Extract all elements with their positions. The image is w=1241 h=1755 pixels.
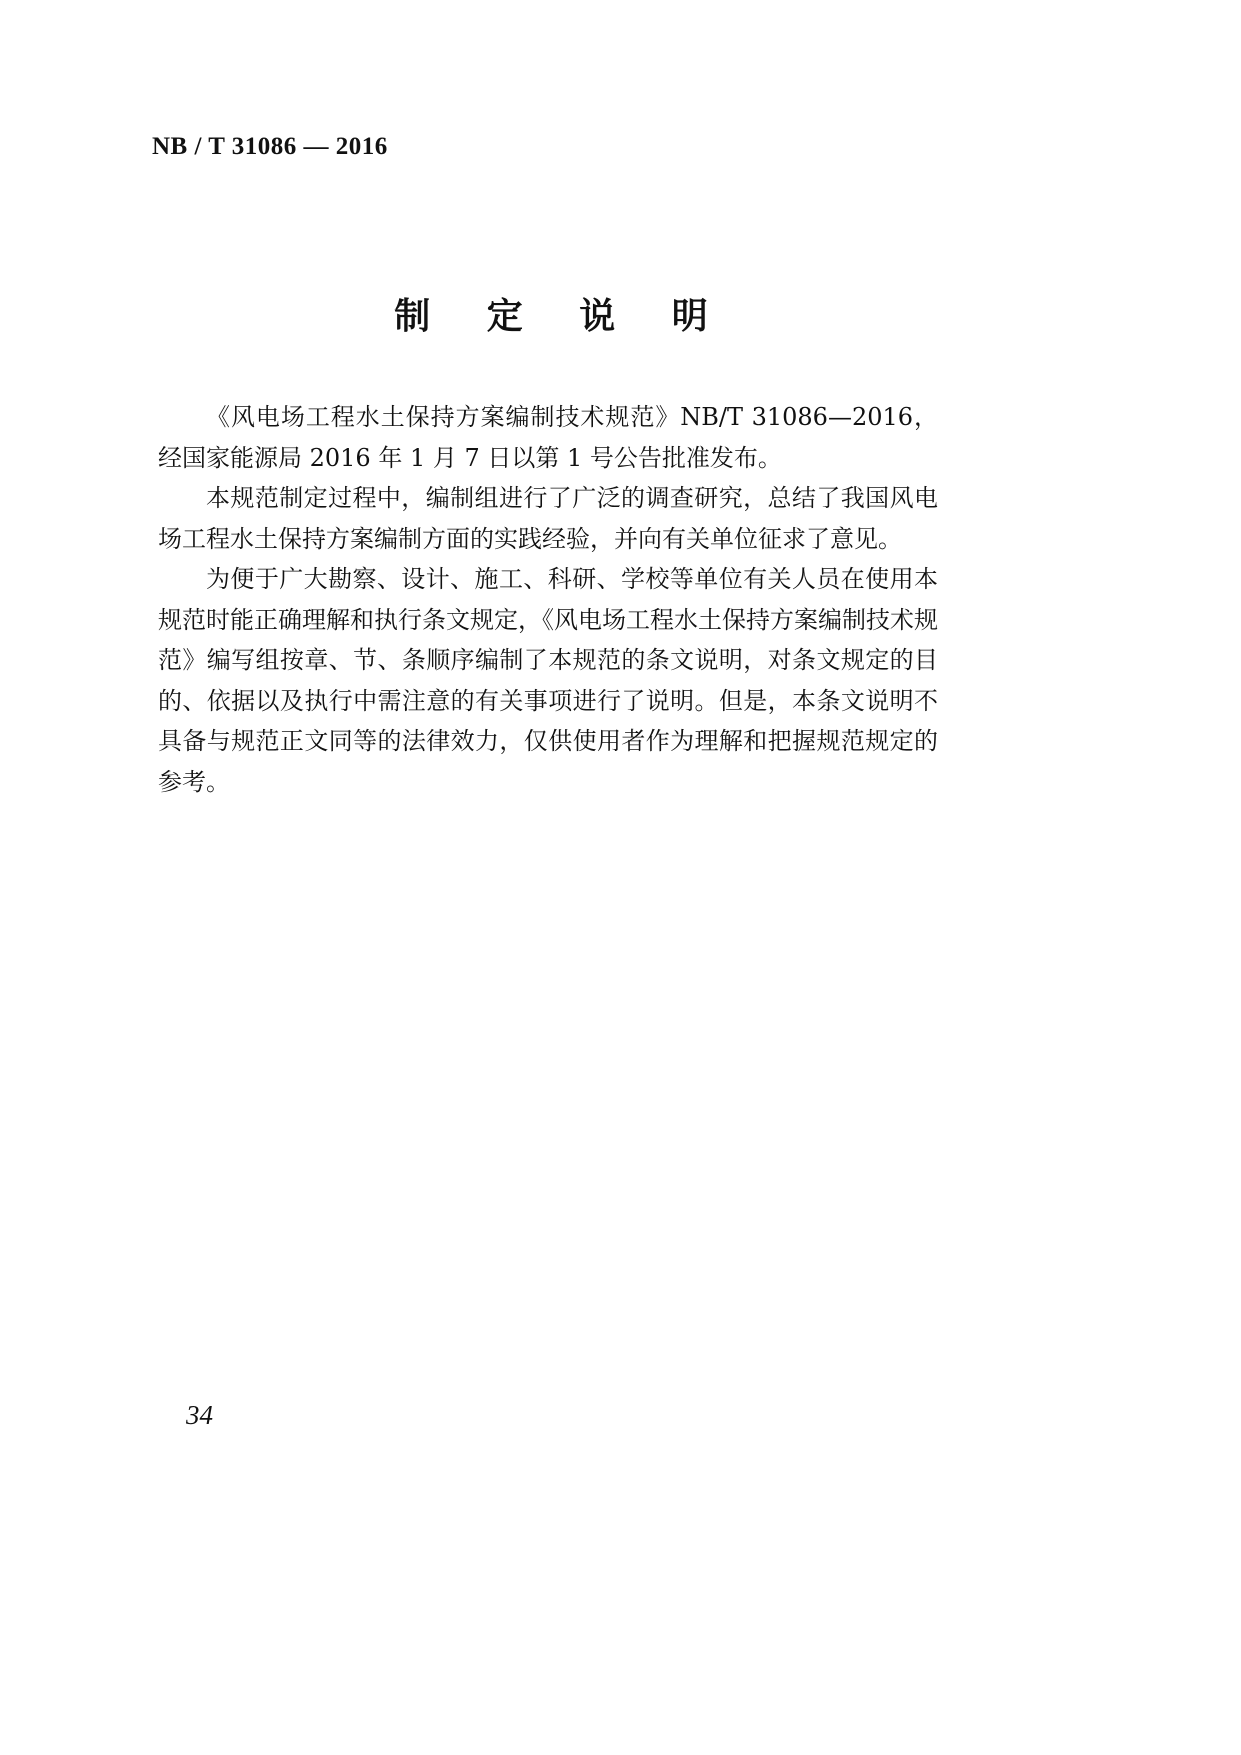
body-text [158, 397, 938, 802]
paragraph-approval: 《风电场工程水土保持方案编制技术规范》NB/T 31086—2016，经国家能源局 2016 年 1 月 7 日以第 1 号公告批准发布。 [158, 403, 938, 472]
paragraph-purpose: 为便于广大勘察、设计、施工、科研、学校等单位有关人员在使用本规范时能正确理解和执行条文规定，《风电场工程水土保持方案编制技术规范》编写组按章、节、条顺序编制了本规范的条文说明，对条文规定的目的、依据以及执行中需注意的有关事项进行了说明。但是，本条文说明不具备与规范正文同等的法律效力，仅供使用者作为理解和把握规范规定的参考。 [158, 565, 938, 796]
page-number: 34 [186, 1400, 213, 1430]
paragraph-preparation: 本规范制定过程中，编制组进行了广泛的调查研究，总结了我国风电场工程水土保持方案编制方面的实践经验，并向有关单位征求了意见。 [158, 484, 938, 553]
page-title: 制 定 说 明 [394, 296, 730, 337]
standard-code: NB / T 31086 — 2016 [152, 133, 388, 160]
